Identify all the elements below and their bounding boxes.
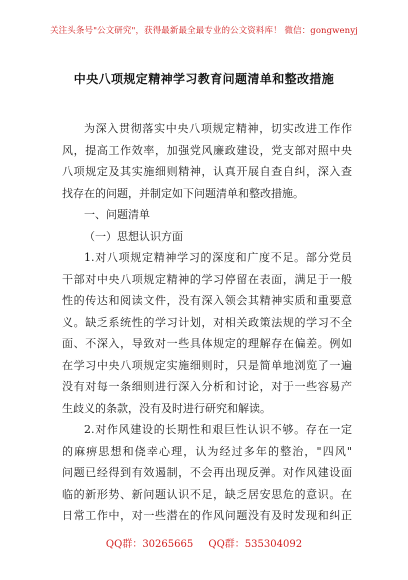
body-line: 性的传达和阅读文件，没有深入领会其精神实质和重要意 xyxy=(62,294,352,307)
body-line: 风，提高工作效率，加强党风廉政建设，党支部对照中央 xyxy=(62,143,352,157)
footer-qq-group-1: QQ群：30265665 xyxy=(105,539,194,550)
document-body xyxy=(62,118,352,527)
body-line: 八项规定及其实施细则精神，认真开展自查自纠，深入查 xyxy=(62,165,352,178)
body-line: 干部对中央八项规定精神的学习停留在表面，满足于一般 xyxy=(62,272,352,286)
body-line: 生歧义的条款，没有及时进行研究和解读。 xyxy=(62,401,271,415)
footer-qq-group-2: QQ群：535304092 xyxy=(208,539,303,550)
body-line: 在学习中央八项规定实施细则时，只是简单地浏览了一遍 xyxy=(62,358,352,372)
subsection-heading: （一）思想认识方面 xyxy=(84,229,183,243)
body-line: 临的新形势、新问题认识不足，缺乏居安思危的意识。在 xyxy=(62,487,352,501)
body-line: 问题已经得到有效遏制，不会再出现反弹。对作风建设面 xyxy=(62,466,352,479)
body-line: 1.对八项规定精神学习的深度和广度不足。部分党员 xyxy=(84,251,352,264)
body-line: 义。缺乏系统性的学习计划，对相关政策法规的学习不全 xyxy=(62,315,352,329)
body-line: 为深入贯彻落实中央八项规定精神，切实改进工作作 xyxy=(84,122,352,135)
body-line: 2.对作风建设的长期性和艰巨性认识不够。存在一定 xyxy=(84,423,352,436)
body-line: 没有对每一条细则进行深入分析和讨论，对于一些容易产 xyxy=(62,380,352,393)
header-promo-note: 关注头条号"公文研究"，获得最新最全最专业的公文资料库！ 微信：gongwenyj xyxy=(50,26,358,36)
document-title: 中央八项规定精神学习教育问题清单和整改措施 xyxy=(73,72,335,86)
body-line: 找存在的问题，并制定如下问题清单和整改措施。 xyxy=(62,186,304,200)
section-heading: 一、问题清单 xyxy=(84,208,150,221)
body-line: 面、不深入，导致对一些具体规定的理解存在偏差。例如 xyxy=(62,337,352,350)
footer-contact xyxy=(0,535,408,550)
body-line: 日常工作中，对一些潜在的作风问题没有及时发现和纠正 xyxy=(62,509,352,522)
body-line: 的麻痹思想和侥幸心理，认为经过多年的整治，"四风" xyxy=(62,444,352,458)
